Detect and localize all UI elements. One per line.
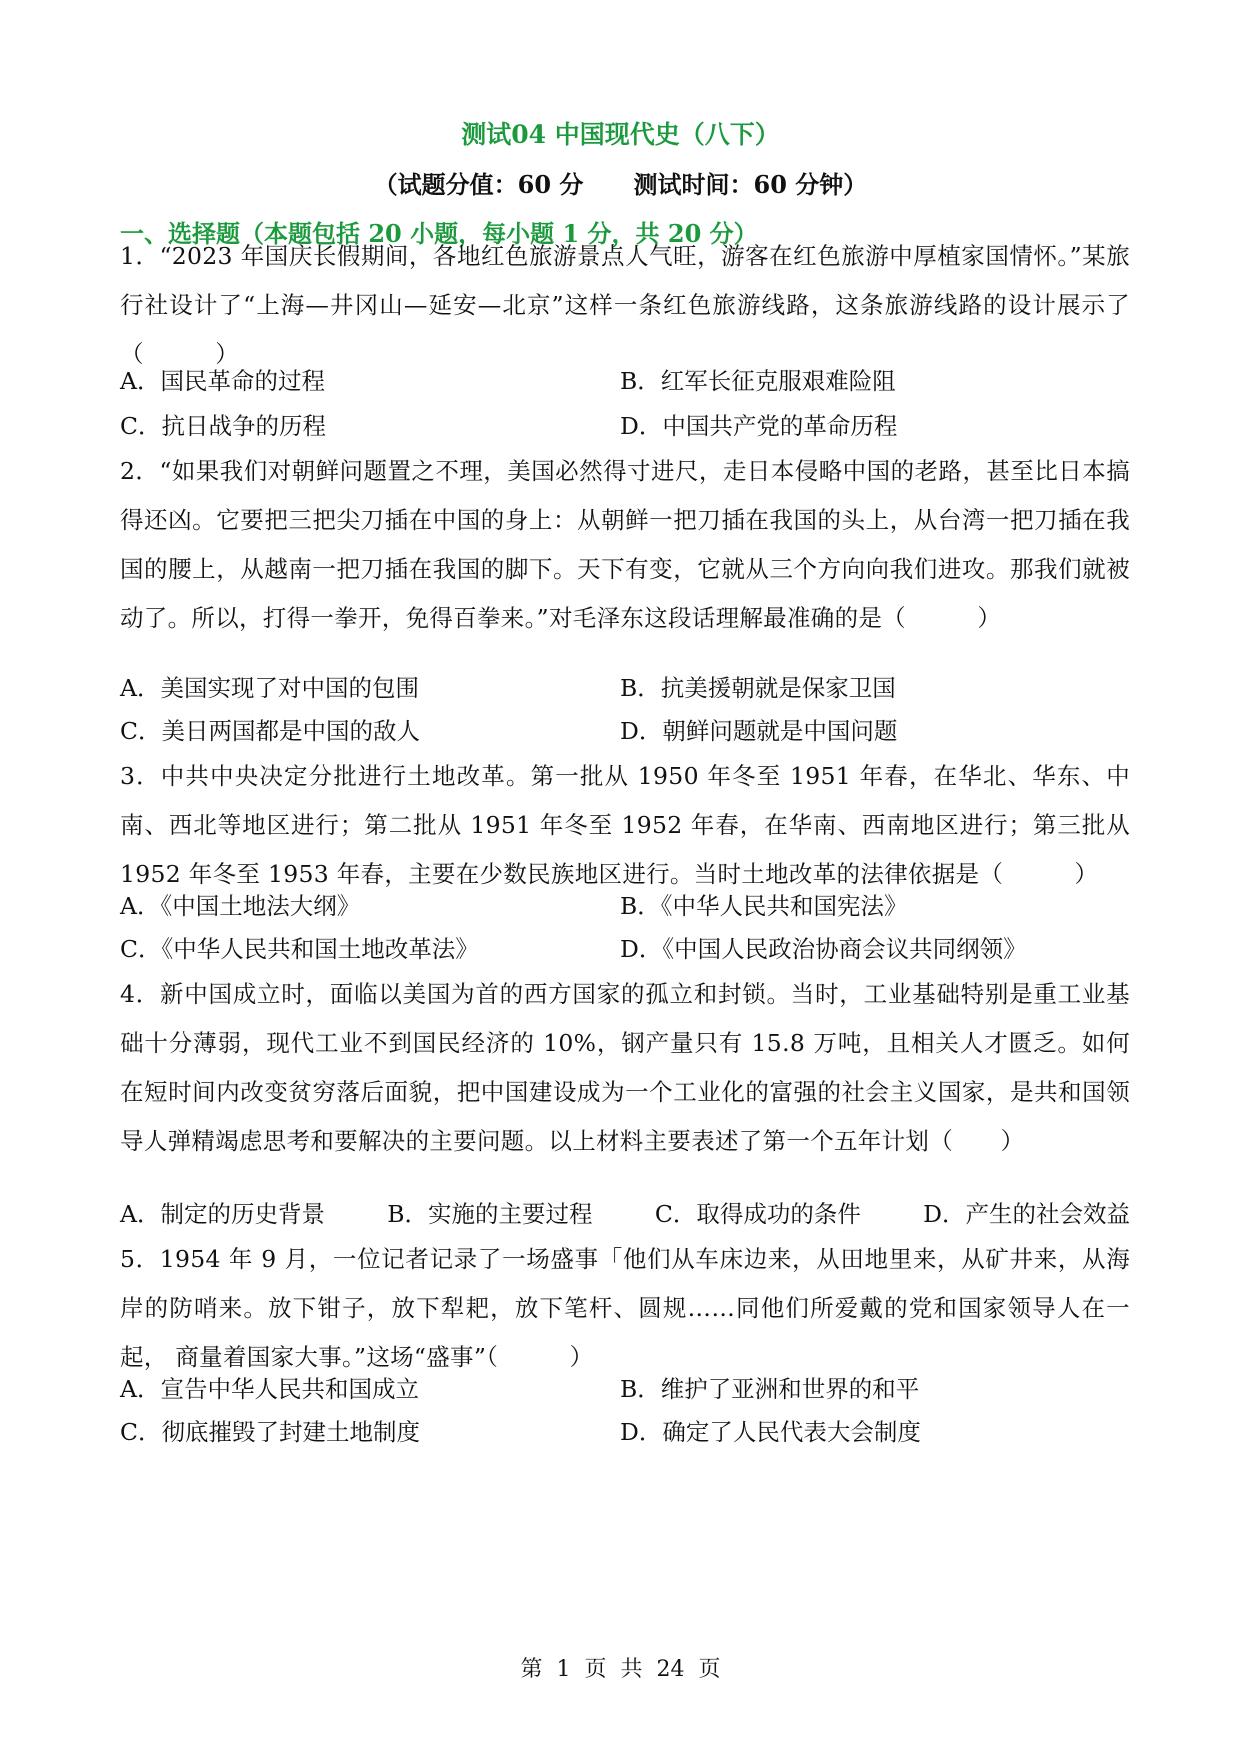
question-4-option-b: B．实施的主要过程 <box>387 1200 593 1228</box>
question-1-stem: 1．“2023 年国庆长假期间，各地红色旅游景点人气旺，游客在红色旅游中厚植家国情怀。”某旅行社设计了“上海—井冈山—延安—北京”这样一条红色旅游线路，这条旅游线路的设计展示了（ ） <box>120 242 1130 368</box>
question-5-stem: 5．1954 年 9 月，一位记者记录了一场盛事「他们从车床边来，从田地里来，从矿井来，从海岸的防哨来。放下钳子，放下犁耙，放下笔杆、圆规……同他们所爱戴的党和国家领导人在一起， 商量着国家大事。”这场“盛事”（ ） <box>120 1245 1130 1371</box>
question-4-option-a: A．制定的历史背景 <box>120 1200 325 1228</box>
question-1-option-b: B．红军长征克服艰难险阻 <box>620 367 896 395</box>
question-1-option-d: D．中国共产党的革命历程 <box>620 412 898 440</box>
question-3-option-d: D．《中国人民政治协商会议共同纲领》 <box>620 935 1027 963</box>
question-3-option-b: B．《中华人民共和国宪法》 <box>620 892 908 920</box>
section-heading: 一、选择题（本题包括 20 小题，每小题 1 分，共 20 分） <box>120 219 758 248</box>
question-4-options <box>120 1197 1130 1231</box>
question-3-option-c: C．《中华人民共和国土地改革法》 <box>120 935 479 963</box>
question-2-stem: 2．“如果我们对朝鲜问题置之不理，美国必然得寸进尺，走日本侵略中国的老路，甚至比日本搞得还凶。它要把三把尖刀插在中国的身上：从朝鲜一把刀插在我国的头上，从台湾一把刀插在我国的腰上，从越南一把刀插在我国的脚下。天下有变，它就从三个方向向我们进攻。那我们就被动了。所以，打得一拳开，免得百拳来。”对毛泽东这段话理解最准确的是（ ） <box>120 457 1130 632</box>
page-subtitle: （试题分值：60 分 测试时间：60 分钟） <box>373 170 868 199</box>
question-2-option-d: D．朝鲜问题就是中国问题 <box>620 717 898 745</box>
question-2-option-c: C．美日两国都是中国的敌人 <box>120 717 420 745</box>
question-2-option-a: A．美国实现了对中国的包围 <box>120 674 419 702</box>
question-1-option-c: C．抗日战争的历程 <box>120 412 326 440</box>
page-title: 测试04 中国现代史（八下） <box>461 120 780 149</box>
page-footer: 第 1 页 共 24 页 <box>520 1657 721 1682</box>
question-4-option-c: C．取得成功的条件 <box>654 1200 861 1228</box>
question-5-option-c: C．彻底摧毁了封建土地制度 <box>120 1418 420 1446</box>
question-5-option-d: D．确定了人民代表大会制度 <box>620 1418 921 1446</box>
question-4-option-d: D．产生的社会效益 <box>923 1200 1130 1228</box>
question-1-option-a: A．国民革命的过程 <box>120 367 325 395</box>
question-5-option-a: A．宣告中华人民共和国成立 <box>120 1375 419 1403</box>
question-5-option-b: B．维护了亚洲和世界的和平 <box>620 1375 920 1403</box>
question-2-option-b: B．抗美援朝就是保家卫国 <box>620 674 896 702</box>
question-4-stem: 4．新中国成立时，面临以美国为首的西方国家的孤立和封锁。当时，工业基础特别是重工业基础十分薄弱，现代工业不到国民经济的 10%，钢产量只有 15.8 万吨，且相关人才匮乏。如何在短时间内改变贫穷落后面貌，把中国建设成为一个工业化的富强的社会主义国家，是共和国领导人弹精竭虑思考和要解决的主要问题。以上材料主要表述了第一个五年计划（ ） <box>120 980 1130 1155</box>
question-3-option-a: A．《中国土地法大纲》 <box>120 892 361 920</box>
question-3-stem: 3．中共中央决定分批进行土地改革。第一批从 1950 年冬至 1951 年春，在华北、华东、中南、西北等地区进行；第二批从 1951 年冬至 1952 年春，在华南、西南地区进行；第三批从 1952 年冬至 1953 年春，主要在少数民族地区进行。当时土地改革的法律依据是（ ） <box>120 762 1130 888</box>
